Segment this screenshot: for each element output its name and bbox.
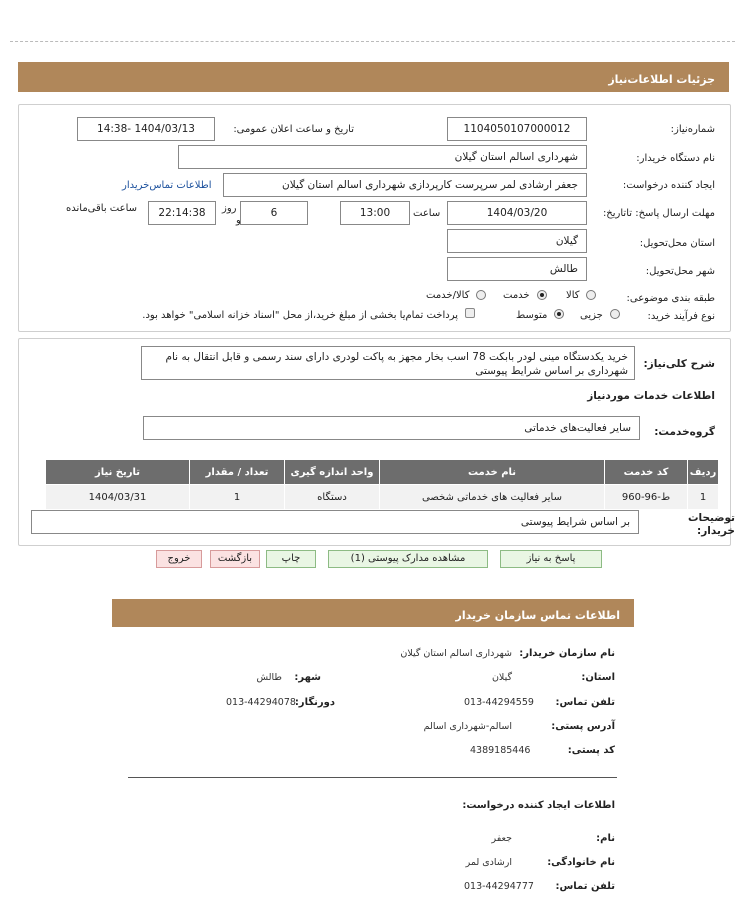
creator-first-name-label: نام: [596, 833, 615, 844]
services-table-header [46, 460, 719, 485]
contact-header [112, 599, 634, 627]
reply-button[interactable]: پاسخ به نیاز [500, 550, 602, 568]
contact-postal-value: 4389185446 [470, 745, 531, 756]
province-field: گیلان [447, 229, 587, 253]
cell-unit: دستگاه [285, 485, 380, 510]
col-row: ردیف [688, 460, 719, 485]
category-goods-label: کالا [566, 290, 580, 301]
days-label: روز [222, 203, 237, 214]
cell-quantity: 1 [190, 485, 285, 510]
cell-row: 1 [688, 485, 719, 510]
contact-province-label: استان: [581, 672, 615, 683]
summary-text: خرید یکدستگاه مینی لودر بابکت 78 اسب بخار مجهز به پاکت لودری دارای سند رسمی و قابل انتقال به نام شهرداری بر اساس شرایط پیوستی [141, 346, 635, 380]
contact-address-value: اسالم-شهرداری اسالم [423, 721, 512, 732]
exit-button[interactable]: خروج [156, 550, 202, 568]
city-field: طالش [447, 257, 587, 281]
category-both-radio[interactable] [476, 290, 486, 300]
deadline-label: مهلت ارسال پاسخ: تاتاریخ: [602, 208, 715, 219]
contact-divider [128, 777, 617, 778]
requester-field: جعفر ارشادی لمر سرپرست کارپردازی شهرداری اسالم استان گیلان [223, 173, 587, 197]
service-group-field: سایر فعالیت‌های خدماتی [143, 416, 640, 440]
treasury-note: پرداخت تمام‌یا بخشی از مبلغ خرید،از محل "اسناد خزانه اسلامی" خواهد بود. [142, 310, 458, 321]
requester-label: ایجاد کننده درخواست: [622, 180, 715, 191]
creator-last-name-label: نام خانوادگی: [547, 857, 615, 868]
deadline-time-label: ساعت [413, 208, 441, 219]
contact-postal-label: کد پستی: [567, 745, 615, 756]
page-header [18, 62, 729, 92]
buyer-contact-link[interactable]: اطلاعات تماس‌خریدار [122, 180, 212, 191]
remaining-time-field: 22:14:38 [148, 201, 216, 225]
contact-fax-value: 013-44294078 [226, 697, 296, 708]
buyer-org-label: نام دستگاه خریدار: [636, 153, 715, 164]
creator-last-name-value: ارشادی لمر [465, 857, 512, 868]
contact-city-label: شهر: [294, 672, 321, 683]
announce-datetime-label: تاریخ و ساعت اعلان عمومی: [233, 124, 354, 135]
treasury-checkbox[interactable] [465, 308, 475, 318]
col-date: تاریخ نیاز [46, 460, 190, 485]
col-quantity: تعداد / مقدار [190, 460, 285, 485]
process-small-radio[interactable] [610, 309, 620, 319]
city-label: شهر محل‌تحویل: [645, 266, 715, 277]
deadline-time-field: 13:00 [340, 201, 410, 225]
deadline-days-field: 6 [240, 201, 308, 225]
process-medium-label: متوسط [516, 310, 548, 321]
col-unit: واحد اندازه گیری [285, 460, 380, 485]
buyer-notes-field: بر اساس شرایط پیوستی [31, 510, 639, 534]
buyer-org-field: شهرداری اسالم استان گیلان [178, 145, 587, 169]
contact-org-value: شهرداری اسالم استان گیلان [400, 648, 512, 659]
creator-title: اطلاعات ایجاد کننده درخواست: [462, 800, 615, 811]
print-button[interactable]: چاپ [266, 550, 316, 568]
need-number-field: 1104050107000012 [447, 117, 587, 141]
announce-datetime-field: 1404/03/13 -14:38 [77, 117, 215, 141]
creator-first-name-value: جعفر [491, 833, 512, 844]
category-goods-radio[interactable] [586, 290, 596, 300]
contact-province-value: گیلان [491, 672, 512, 683]
services-title: اطلاعات خدمات موردنیاز [587, 390, 715, 402]
province-label: استان محل‌تحویل: [639, 238, 715, 249]
cell-name: سایر فعالیت های خدماتی شخصی [380, 485, 605, 510]
services-table [45, 459, 719, 510]
cell-code: ط-96-960 [605, 485, 688, 510]
summary-label: شرح کلی‌نیاز: [643, 358, 715, 370]
remaining-time-label: ساعت باقی‌مانده [66, 203, 138, 214]
col-code: کد خدمت [605, 460, 688, 485]
category-label: طبقه بندی موضوعی: [626, 293, 715, 304]
contact-phone-label: تلفن تماس: [555, 697, 615, 708]
contact-phone-value: 013-44294559 [464, 697, 534, 708]
page-title: جزئیات اطلاعات‌نیاز [608, 73, 715, 86]
category-service-radio[interactable] [537, 290, 547, 300]
deadline-date-field: 1404/03/20 [447, 201, 587, 225]
days-and-label: و [236, 215, 241, 226]
contact-city-value: طالش [256, 672, 282, 683]
category-service-label: خدمت [503, 290, 530, 301]
contact-org-label: نام سازمان خریدار: [519, 648, 615, 659]
contact-title: اطلاعات تماس سازمان خریدار [455, 609, 620, 622]
process-label: نوع فرآیند خرید: [647, 311, 715, 322]
creator-phone-label: تلفن تماس: [555, 881, 615, 892]
top-divider [10, 41, 735, 42]
process-medium-radio[interactable] [554, 309, 564, 319]
contact-fax-label: دورنگار: [294, 697, 335, 708]
category-both-label: کالا/خدمت [426, 290, 470, 301]
need-number-label: شماره‌نیاز: [670, 124, 715, 135]
process-small-label: جزیی [580, 310, 603, 321]
col-name: نام خدمت [380, 460, 605, 485]
buyer-notes-label: توضیحات خریدار: [687, 512, 735, 537]
view-attachments-button[interactable]: مشاهده مدارک پیوستی (1) [328, 550, 488, 568]
back-button[interactable]: بازگشت [210, 550, 260, 568]
table-row [46, 485, 719, 510]
service-group-label: گروه‌خدمت: [654, 426, 715, 438]
contact-address-label: آدرس پستی: [551, 721, 615, 732]
cell-date: 1404/03/31 [46, 485, 190, 510]
creator-phone-value: 013-44294777 [464, 881, 534, 892]
